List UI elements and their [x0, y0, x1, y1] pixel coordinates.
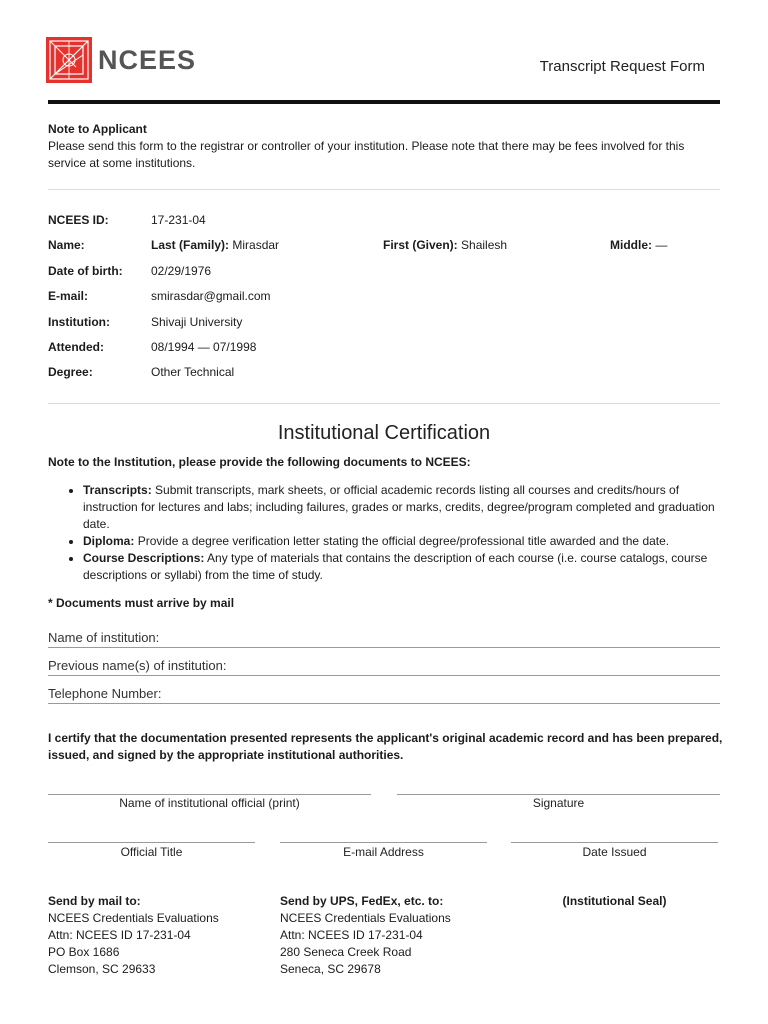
name-of-institution-label: Name of institution: [48, 630, 160, 645]
courier-address-block [280, 893, 451, 978]
ncees-logo-icon [46, 37, 92, 83]
official-title-line[interactable] [48, 842, 255, 843]
section-divider [48, 189, 720, 190]
signature-line[interactable] [397, 794, 720, 795]
last-name-label: Last (Family): [151, 238, 230, 252]
dob-label: Date of birth: [48, 264, 123, 278]
official-name-line[interactable] [48, 794, 371, 795]
telephone-line[interactable] [48, 703, 720, 704]
last-name-value: Mirasdar [232, 238, 280, 252]
list-item [83, 482, 720, 533]
brand-name: NCEES [98, 45, 197, 75]
name-of-institution-line[interactable] [48, 647, 720, 648]
mail-line: Attn: NCEES ID 17-231-04 [48, 928, 191, 942]
list-item [83, 533, 720, 550]
middle-name-label: Middle: [610, 238, 652, 252]
email-label: E-mail: [48, 289, 89, 303]
institution-value: Shivaji University [151, 315, 243, 329]
courier-line: 280 Seneca Creek Road [280, 945, 412, 959]
date-issued-label: Date Issued [582, 845, 647, 859]
degree-value: Other Technical [151, 365, 235, 379]
section-divider [48, 403, 720, 404]
institution-label: Institution: [48, 315, 110, 329]
form-title: Transcript Request Form [539, 58, 705, 75]
first-name [383, 238, 507, 252]
document-desc: Provide a degree verification letter stating the official degree/professional title awarded and the date. [137, 534, 670, 548]
mail-heading: Send by mail to: [48, 894, 141, 908]
note-heading: Note to Applicant [48, 122, 147, 136]
degree-label: Degree: [48, 365, 93, 379]
mail-line: Clemson, SC 29633 [48, 962, 156, 976]
note-text: Please send this form to the registrar or controller of your institution. Please note that there may be fees involved for this service at some institutions. [48, 139, 685, 170]
dob-value: 02/29/1976 [151, 264, 212, 278]
header-divider [48, 100, 720, 104]
ncees-id-value: 17-231-04 [151, 213, 206, 227]
signature-label: Signature [532, 796, 585, 810]
email-address-line[interactable] [280, 842, 487, 843]
list-item [83, 550, 720, 584]
ncees-id-label: NCEES ID: [48, 213, 109, 227]
first-name-label: First (Given): [383, 238, 458, 252]
courier-line: NCEES Credentials Evaluations [280, 911, 451, 925]
certify-statement: I certify that the documentation presented represents the applicant's original academic record and has been prepared, issued, and signed by the appropriate institutional authorities. [48, 731, 723, 762]
document-desc: Any type of materials that contains the description of each course (i.e. course catalogs, course descriptions or syllabi) from the time of study. [83, 551, 708, 582]
email-address-label: E-mail Address [343, 845, 424, 859]
official-name-label: Name of institutional official (print) [119, 796, 300, 810]
document-desc: Submit transcripts, mark sheets, or official academic records listing all courses and credits/hours of instruction for lectures and labs; including failures, grades or marks, credits, degree/program completed and graduation date. [83, 483, 715, 531]
telephone-label: Telephone Number: [48, 686, 162, 701]
name-label: Name: [48, 238, 85, 252]
required-documents-list [48, 482, 720, 584]
institution-note: Note to the Institution, please provide the following documents to NCEES: [48, 455, 471, 469]
middle-name [610, 238, 667, 252]
date-issued-line[interactable] [511, 842, 718, 843]
previous-names-label: Previous name(s) of institution: [48, 658, 227, 673]
mail-line: PO Box 1686 [48, 945, 120, 959]
courier-heading: Send by UPS, FedEx, etc. to: [280, 894, 444, 908]
first-name-value: Shailesh [461, 238, 508, 252]
attended-value: 08/1994 — 07/1998 [151, 340, 257, 354]
official-title-label: Official Title [120, 845, 183, 859]
email-value: smirasdar@gmail.com [151, 289, 271, 303]
attended-label: Attended: [48, 340, 104, 354]
previous-names-line[interactable] [48, 675, 720, 676]
document-term: Diploma: [83, 534, 135, 548]
document-term: Course Descriptions: [83, 551, 205, 565]
mail-address-block [48, 893, 219, 978]
middle-name-value: — [655, 238, 668, 252]
last-name [151, 238, 279, 252]
courier-line: Seneca, SC 29678 [280, 962, 381, 976]
institutional-seal-label: (Institutional Seal) [562, 894, 667, 908]
courier-line: Attn: NCEES ID 17-231-04 [280, 928, 423, 942]
document-term: Transcripts: [83, 483, 152, 497]
mail-note: * Documents must arrive by mail [48, 596, 235, 610]
mail-line: NCEES Credentials Evaluations [48, 911, 219, 925]
certification-title: Institutional Certification [277, 422, 491, 444]
